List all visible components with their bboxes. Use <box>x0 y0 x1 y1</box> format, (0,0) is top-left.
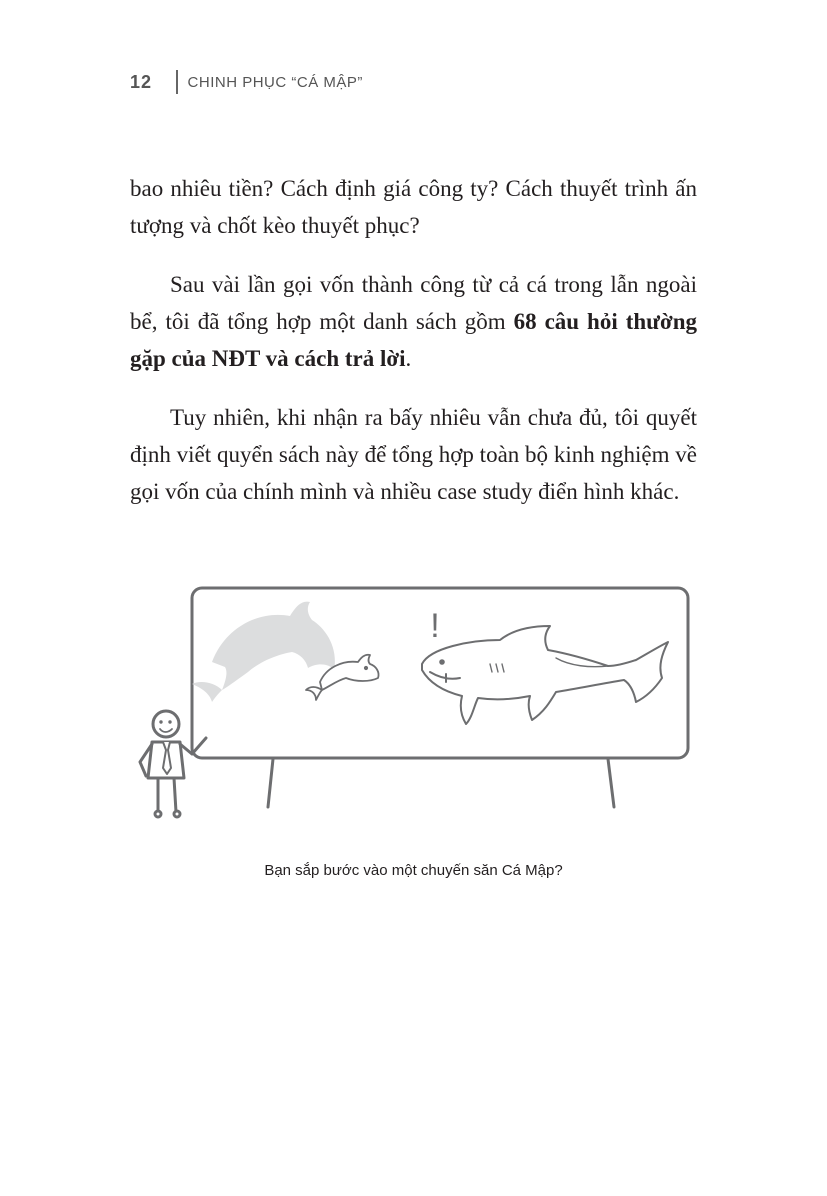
page-number: 12 <box>130 71 153 92</box>
running-head <box>130 70 363 94</box>
paragraph-2-bold: 68 câu hỏi thường gặp của NĐT và cách trả lời <box>130 309 698 371</box>
paragraph-1: bao nhiêu tiền? Cách định giá công ty? Cách thuyết trình ấn tượng và chốt kèo thuyết phục? <box>130 176 697 238</box>
header-divider <box>176 70 178 94</box>
body-text <box>130 170 697 532</box>
shark-pitch-illustration <box>130 582 700 822</box>
exclamation-mark: ! <box>430 607 440 645</box>
figure-caption: Bạn sắp bước vào một chuyến săn Cá Mập? <box>264 862 563 879</box>
paragraph-2 <box>130 266 697 377</box>
paragraph-2-text: Sau vài lần gọi vốn thành công từ cả cá trong lẫn ngoài bể, tôi đã tổng hợp một danh sách gồm <box>130 272 697 334</box>
paragraph-2-end: . <box>405 346 412 371</box>
book-title: CHINH PHỤC “CÁ MẬP” <box>187 73 363 91</box>
paragraph-3: Tuy nhiên, khi nhận ra bấy nhiêu vẫn chưa đủ, tôi quyết định viết quyển sách này để tổng hợp toàn bộ kinh nghiệm về gọi vốn của chính mình và nhiều case study điển hình khác. <box>130 405 697 504</box>
